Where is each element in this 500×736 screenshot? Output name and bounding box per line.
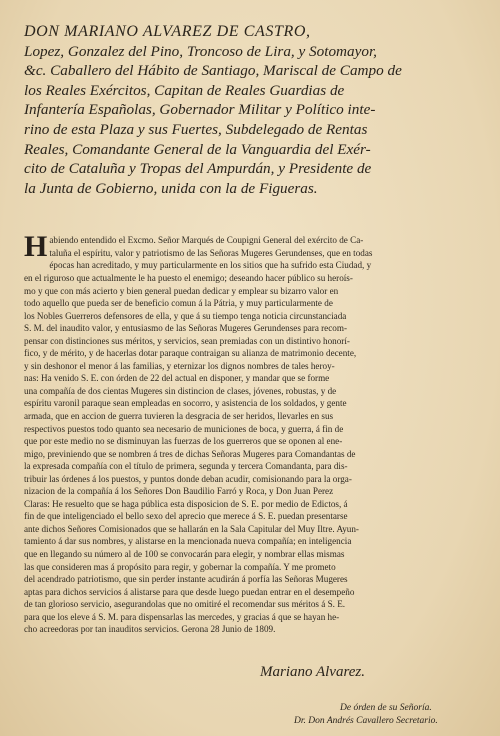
body-line: nas: Ha venido S. E. con órden de 22 del actual en disponer, y mandar que se forme — [24, 373, 330, 384]
drop-cap: H — [24, 230, 48, 264]
body-line: en el riguroso que actualmente le ha puesto el enemigo; deseando hacer público su heroís- — [24, 272, 353, 283]
body-line: nizacion de la compañía á los Señores Don Baudilio Farró y Roca, y Don Juan Perez — [24, 486, 334, 497]
body-line: abiendo entendido el Excmo. Señor Marqués de Coupigni General del exército de Ca- — [49, 235, 364, 246]
body-line: taluña el espíritu, valor y patriotismo de las Señoras Mugeres Gerundenses, que en todas — [49, 247, 373, 258]
body-line: armada, que en accion de guerra tuvieren la desgracia de ser heridos, llevarles en sus — [24, 411, 334, 421]
body-line: que por este medio no se disminuyan las fuerzas de los guerreros que se oponen al ene- — [24, 436, 343, 447]
heading-line: Infantería Españolas, Gobernador Militar y Político inte- — [24, 101, 376, 119]
body-line: mo y que con más acierto y bien general puedan dedicar y emplear su bizarro valor en — [24, 285, 339, 296]
body-line: del acendrado patriotismo, que sin perder instante acudirán á porfía las Señoras Mugeres — [24, 574, 348, 585]
heading-line: &c. Caballero del Hábito de Santiago, Mariscal de Campo de — [24, 62, 402, 80]
body-line: la expresada compañía con el título de primera, segunda y tercera Comandanta, para dis- — [24, 461, 348, 472]
body-line: pensar con distinciones sus méritos, y servicios, sean premiadas con un distintivo honorí- — [24, 335, 350, 346]
heading-line: rino de esta Plaza y sus Fuertes, Subdelegado de Rentas — [24, 120, 368, 138]
body-line: de tan glorioso servicio, asegurandolas que no omitiré el recomendar sus méritos á S. E. — [24, 599, 346, 610]
body-line: fin de que inteligenciado el bello sexo del aprecio que merece á S. E. puedan presentarse — [24, 511, 348, 522]
body-line: migo, previniendo que se nombren á tres de dichas Señoras Mugeres para Comandantas de — [24, 448, 356, 459]
secretary-line: Dr. Don Andrés Cavallero Secretario. — [294, 715, 438, 726]
body-line: y sin deshonor el menor á las familias, y eternizar los dignos nombres de tales heroy- — [24, 360, 335, 371]
body-line: tribuir las órdenes á los puestos, y puntos donde deban acudir, comisionando para la orga- — [24, 473, 352, 484]
signature: Mariano Alvarez. — [260, 663, 365, 680]
body-line: Claras: He resuelto que se haga pública esta disposicion de S. E. por medio de Edictos, á — [24, 498, 348, 509]
body-line: espíritu varonil paraque sean empleadas en socorro, y asistencia de los soldados, y gente — [24, 398, 347, 409]
body-line: los Nobles Guerreros defensores de ella, y que á su tiempo tenga noticia circunstanciada — [24, 310, 347, 321]
heading-line: los Reales Exércitos, Capitan de Reales Guardias de — [24, 81, 345, 99]
body-line: las que consideren mas á propósito para regir, y gobernar la compañía. Y me prometo — [24, 561, 336, 572]
body-line: para que los eleve á S. M. para dispensarlas las mercedes, y gracias á que se hayan he- — [24, 611, 340, 622]
heading-line: cito de Cataluña y Tropas del Ampurdán, y Presidente de — [24, 160, 372, 178]
heading-line: DON MARIANO ALVAREZ DE CASTRO, — [24, 23, 311, 40]
heading-line: Reales, Comandante General de la Vanguardia del Exér- — [24, 140, 371, 158]
body-line: épocas han acreditado, y muy particularmente en los sitios que ha sufrido esta Ciudad, y — [49, 260, 372, 271]
body-line: ante dichos Señores Comisionados que se hallarán en la Sala Capitular del Muy Iltre. Ayun- — [24, 523, 359, 534]
body-line: todo aquello que pueda ser de beneficio comun á la Pátria, y muy particularmente de — [24, 298, 333, 309]
heading-line: Lopez, Gonzalez del Pino, Troncoso de Lira, y Sotomayor, — [24, 42, 377, 60]
order-line: De órden de su Señoría. — [340, 702, 432, 713]
body-line: una compañía de dos cientas Mugeres sin distincion de clases, jóvenes, robustas, y de — [24, 385, 337, 396]
body-line: cho acreedoras por tan inauditos servicios. Gerona 28 Junio de 1809. — [24, 624, 276, 635]
edict-heading — [24, 22, 480, 198]
body-line: respectivos puestos todo quanto sea necesario de municiones de boca, y guerra, á fin de — [24, 423, 344, 434]
heading-line: la Junta de Gobierno, unida con la de Figueras. — [24, 179, 318, 197]
body-line: fico, y de mérito, y de hacerlas dotar paraque contraigan su alianza de matrimonio decente, — [24, 348, 357, 359]
body-line: que en llegando su número al de 100 se convocarán para elegir, y nombrar ellas mismas — [24, 549, 345, 560]
body-line: S. M. del inaudito valor, y entusiasmo de las Señoras Mugeres Gerundenses para recom- — [24, 323, 347, 334]
edict-body — [24, 230, 480, 636]
body-line: aptas para dichos servicios á alistarse para que desde luego puedan entrar en el desempeño — [24, 586, 355, 597]
body-line: tamiento á dar sus nombres, y alistarse en la mencionada nueva compañía; en inteligencia — [24, 536, 352, 547]
